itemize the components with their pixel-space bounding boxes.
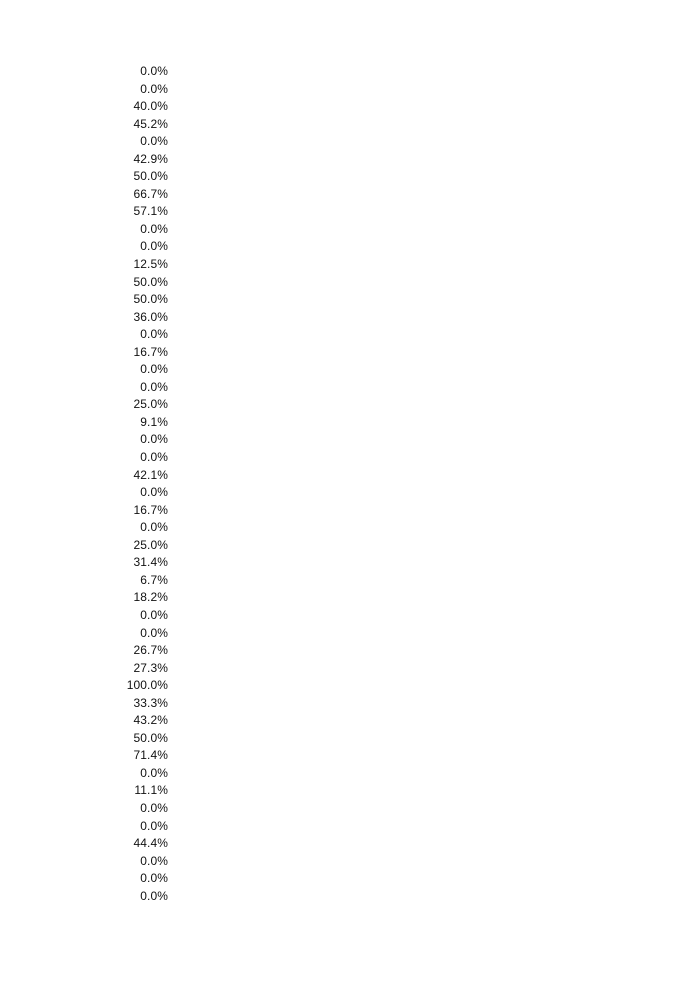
percentage-cell: 25.0%: [133, 397, 168, 412]
percentage-cell: 50.0%: [133, 169, 168, 184]
percentage-cell: 0.0%: [140, 221, 168, 236]
percentage-cell: 0.0%: [140, 64, 168, 78]
percentage-cell: 0.0%: [140, 432, 168, 447]
percentage-cell: 45.2%: [133, 116, 168, 131]
percentage-cell: 0.0%: [140, 362, 168, 377]
percentage-cell: 31.4%: [133, 555, 168, 570]
percentage-cell: 27.3%: [133, 660, 168, 675]
percentage-cell: 43.2%: [133, 713, 168, 728]
percentage-cell: 50.0%: [133, 274, 168, 289]
percentage-cell: 66.7%: [133, 186, 168, 201]
percentage-cell: 42.9%: [133, 151, 168, 166]
percentage-cell: 26.7%: [133, 643, 168, 658]
percentage-cell: 0.0%: [140, 81, 168, 96]
percentage-cell: 0.0%: [140, 800, 168, 815]
percentage-cell: 16.7%: [133, 344, 168, 359]
percentage-column: [100, 63, 168, 905]
percentage-cell: 0.0%: [140, 450, 168, 465]
percentage-cell: 44.4%: [133, 836, 168, 851]
percentage-cell: 0.0%: [140, 818, 168, 833]
percentage-cell: 25.0%: [133, 537, 168, 552]
percentage-cell: 0.0%: [140, 888, 168, 903]
percentage-cell: 100.0%: [126, 678, 168, 693]
percentage-cell: 33.3%: [133, 695, 168, 710]
percentage-cell: 0.0%: [140, 520, 168, 535]
percentage-cell: 12.5%: [133, 257, 168, 272]
percentage-cell: 0.0%: [140, 625, 168, 640]
percentage-cell: 0.0%: [140, 485, 168, 500]
percentage-cell: 0.0%: [140, 871, 168, 886]
percentage-cell: 11.1%: [134, 783, 168, 798]
percentage-cell: 57.1%: [133, 204, 168, 219]
percentage-cell: 0.0%: [140, 607, 168, 622]
percentage-cell: 16.7%: [133, 502, 168, 517]
percentage-cell: 42.1%: [133, 467, 168, 482]
percentage-cell: 0.0%: [140, 765, 168, 780]
percentage-cell: 0.0%: [140, 239, 168, 254]
percentage-cell: 0.0%: [140, 134, 168, 149]
percentage-cell: 40.0%: [133, 99, 168, 114]
percentage-cell: 0.0%: [140, 327, 168, 342]
percentage-cell: 6.7%: [140, 572, 168, 587]
percentage-cell: 18.2%: [133, 590, 168, 605]
percentage-cell: 71.4%: [133, 748, 168, 763]
percentage-cell: 9.1%: [140, 414, 168, 429]
percentage-cell: 50.0%: [133, 730, 168, 745]
percentage-cell: 36.0%: [133, 309, 168, 324]
percentage-cell: 50.0%: [133, 292, 168, 307]
percentage-cell: 0.0%: [140, 853, 168, 868]
percentage-cell: 0.0%: [140, 379, 168, 394]
